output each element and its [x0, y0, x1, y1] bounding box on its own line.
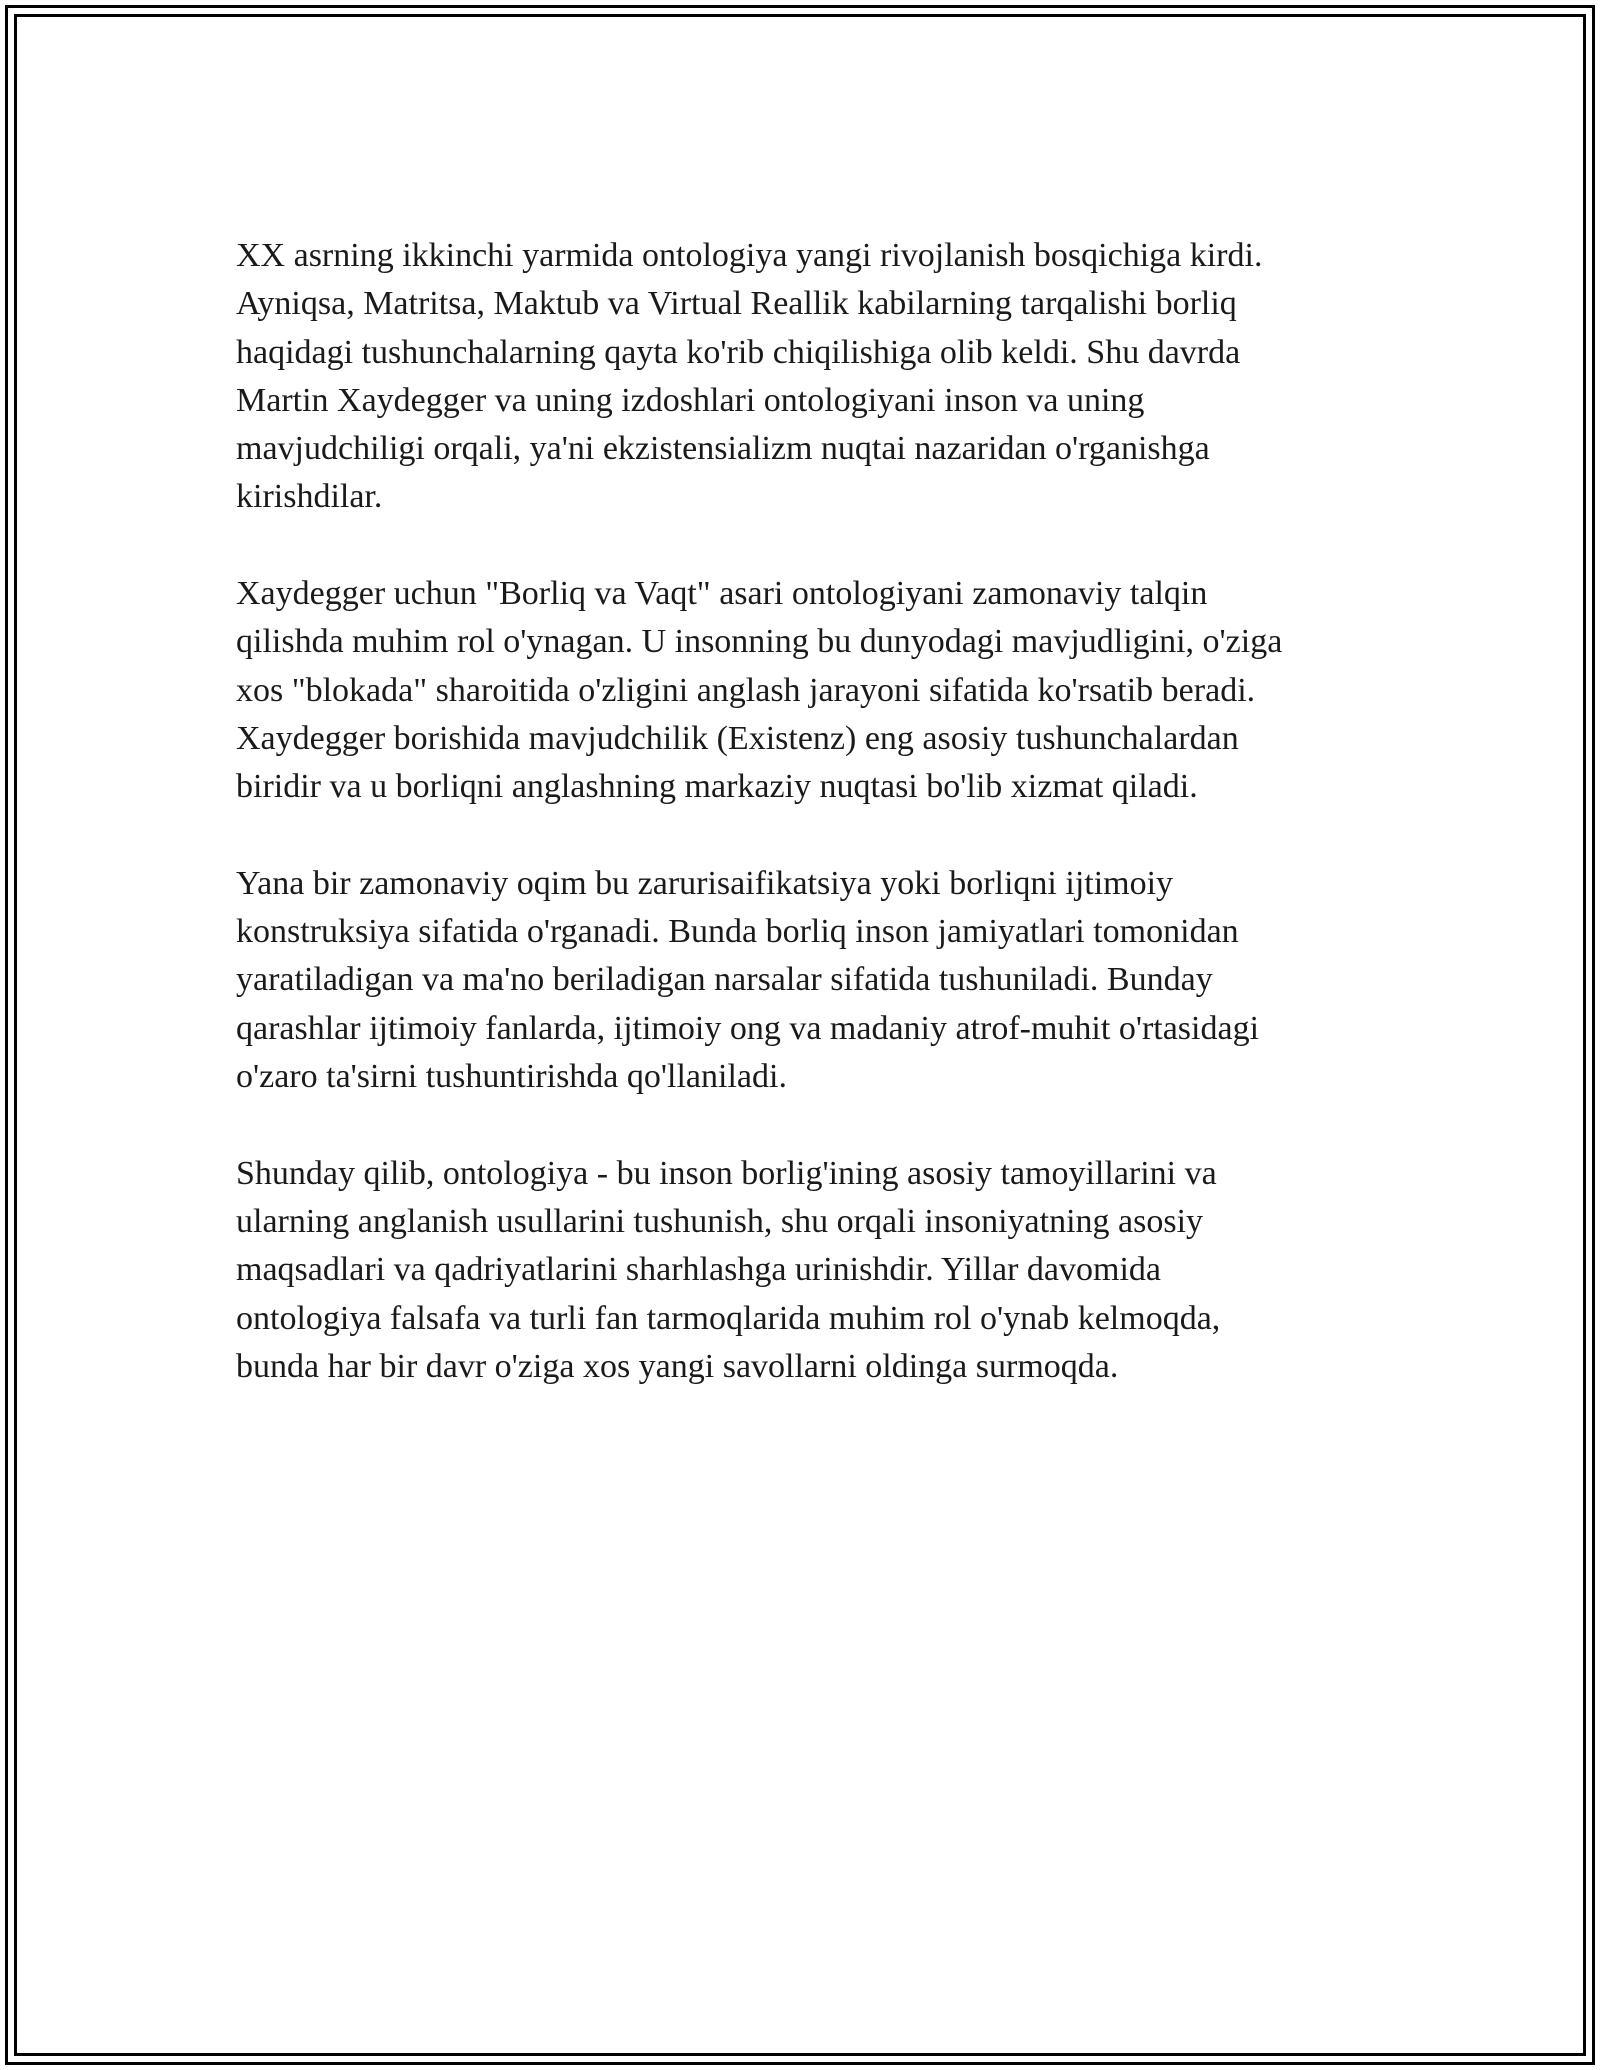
- paragraph-line: xos "blokada" sharoitida o'zligini anglash jarayoni sifatida ko'rsatib beradi.: [236, 671, 1256, 709]
- paragraph-line: mavjudchiligi orqali, ya'ni ekzistensializm nuqtai nazaridan o'rganishga: [236, 430, 1210, 468]
- document-body: [236, 232, 1386, 1439]
- paragraph-line: maqsadlari va qadriyatlarini sharhlashga urinishdir. Yillar davomida: [236, 1251, 1161, 1289]
- paragraph-3: [236, 860, 1386, 1101]
- paragraph-line: kirishdilar.: [236, 478, 383, 516]
- paragraph-line: biridir va u borliqni anglashning markaziy nuqtasi bo'lib xizmat qiladi.: [236, 768, 1198, 806]
- paragraph-line: yaratiladigan va ma'no beriladigan narsalar sifatida tushuniladi. Bunday: [236, 961, 1213, 999]
- paragraph-line: ularning anglanish usullarini tushunish, shu orqali insoniyatning asosiy: [236, 1202, 1204, 1240]
- paragraph-line: qilishda muhim rol o'ynagan. U insonning bu dunyodagi mavjudligini, o'ziga: [236, 623, 1283, 661]
- paragraph-4: [236, 1150, 1386, 1391]
- paragraph-line: ontologiya falsafa va turli fan tarmoqlarida muhim rol o'ynab kelmoqda,: [236, 1299, 1221, 1337]
- paragraph-line: bunda har bir davr o'ziga xos yangi savollarni oldinga surmoqda.: [236, 1347, 1119, 1385]
- paragraph-line: Xaydegger borishida mavjudchilik (Existenz) eng asosiy tushunchalardan: [236, 719, 1239, 757]
- paragraph-line: Ayniqsa, Matritsa, Maktub va Virtual Reallik kabilarning tarqalishi borliq: [236, 285, 1237, 323]
- paragraph-line: o'zaro ta'sirni tushuntirishda qo'llaniladi.: [236, 1058, 787, 1096]
- paragraph-line: Xaydegger uchun "Borliq va Vaqt" asari ontologiyani zamonaviy talqin: [236, 575, 1208, 613]
- paragraph-line: Yana bir zamonaviy oqim bu zarurisaifikatsiya yoki borliqni ijtimoiy: [236, 864, 1174, 902]
- paragraph-line: Shunday qilib, ontologiya - bu inson borlig'ining asosiy tamoyillarini va: [236, 1154, 1217, 1192]
- paragraph-line: Martin Xaydegger va uning izdoshlari ontologiyani inson va uning: [236, 381, 1145, 419]
- paragraph-1: [236, 232, 1386, 522]
- paragraph-line: XX asrning ikkinchi yarmida ontologiya yangi rivojlanish bosqichiga kirdi.: [236, 237, 1263, 274]
- paragraph-line: haqidagi tushunchalarning qayta ko'rib chiqilishiga olib keldi. Shu davrda: [236, 333, 1241, 371]
- paragraph-line: qarashlar ijtimoiy fanlarda, ijtimoiy ong va madaniy atrof-muhit o'rtasidagi: [236, 1009, 1260, 1047]
- paragraph-line: konstruksiya sifatida o'rganadi. Bunda borliq inson jamiyatlari tomonidan: [236, 913, 1239, 951]
- paragraph-2: [236, 570, 1386, 811]
